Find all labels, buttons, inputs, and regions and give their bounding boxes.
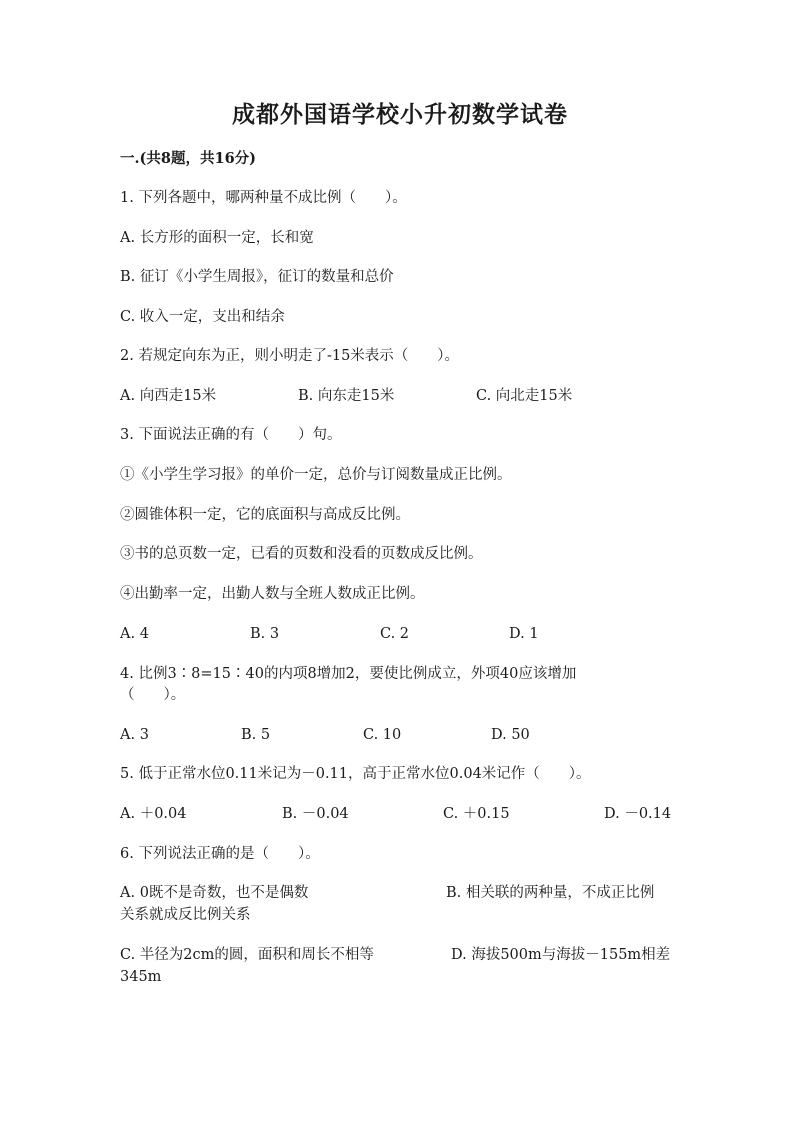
question-5-option-b: B. －0.04 (282, 806, 349, 822)
question-1-stem: 1. 下列各题中，哪两种量不成比例（ ）。 (120, 190, 407, 206)
question-4-option-c: C. 10 (363, 727, 402, 743)
question-1-option-c: C. 收入一定，支出和结余 (120, 309, 285, 325)
question-4-option-b: B. 5 (241, 727, 271, 743)
question-4-stem-continued: （ ）。 (120, 687, 186, 703)
question-6-stem: 6. 下列说法正确的是（ ）。 (120, 846, 320, 862)
question-3-statement-2: ②圆锥体积一定，它的底面积与高成反比例。 (120, 507, 410, 523)
question-4-option-a: A. 3 (120, 727, 149, 743)
question-6-option-d-continued: 345m (120, 969, 162, 985)
question-2-stem: 2. 若规定向东为正，则小明走了-15米表示（ ）。 (120, 348, 460, 364)
question-6-option-d: D. 海拔500m与海拔－155m相差 (451, 947, 671, 963)
question-3-option-b: B. 3 (250, 626, 280, 642)
question-2-option-c: C. 向北走15米 (476, 388, 573, 404)
question-6-option-b: B. 相关联的两种量，不成正比例 (446, 885, 655, 901)
question-3-statement-4: ④出勤率一定，出勤人数与全班人数成正比例。 (120, 586, 425, 602)
question-4-stem: 4. 比例3∶8=15∶40的内项8增加2，要使比例成立，外项40应该增加 (120, 666, 577, 682)
question-4-option-d: D. 50 (491, 727, 530, 743)
question-3-option-c: C. 2 (380, 626, 410, 642)
question-5-option-d: D. －0.14 (604, 806, 672, 822)
question-3-option-a: A. 4 (120, 626, 149, 642)
question-1-option-b: B. 征订《小学生周报》，征订的数量和总价 (120, 269, 394, 285)
question-3-statement-1: ①《小学生学习报》的单价一定，总价与订阅数量成正比例。 (120, 467, 512, 483)
question-5-option-a: A. ＋0.04 (120, 806, 187, 822)
question-3-statement-3: ③书的总页数一定，已看的页数和没看的页数成反比例。 (120, 546, 483, 562)
question-3-option-d: D. 1 (509, 626, 539, 642)
question-2-option-a: A. 向西走15米 (120, 388, 217, 404)
question-5-option-c: C. ＋0.15 (443, 806, 510, 822)
question-6-option-b-continued: 关系就成反比例关系 (120, 907, 251, 923)
page-title: 成都外国语学校小升初数学试卷 (232, 101, 568, 128)
question-6-option-a: A. 0既不是奇数，也不是偶数 (120, 885, 309, 901)
question-5-stem: 5. 低于正常水位0.11米记为－0.11，高于正常水位0.04米记作（ ）。 (120, 766, 591, 782)
section-header: 一.(共8题，共16分) (120, 150, 257, 167)
question-2-option-b: B. 向东走15米 (298, 388, 395, 404)
question-1-option-a: A. 长方形的面积一定，长和宽 (120, 230, 314, 246)
question-6-option-c: C. 半径为2cm的圆，面积和周长不相等 (120, 947, 374, 963)
question-3-stem: 3. 下面说法正确的有（ ）句。 (120, 427, 342, 443)
